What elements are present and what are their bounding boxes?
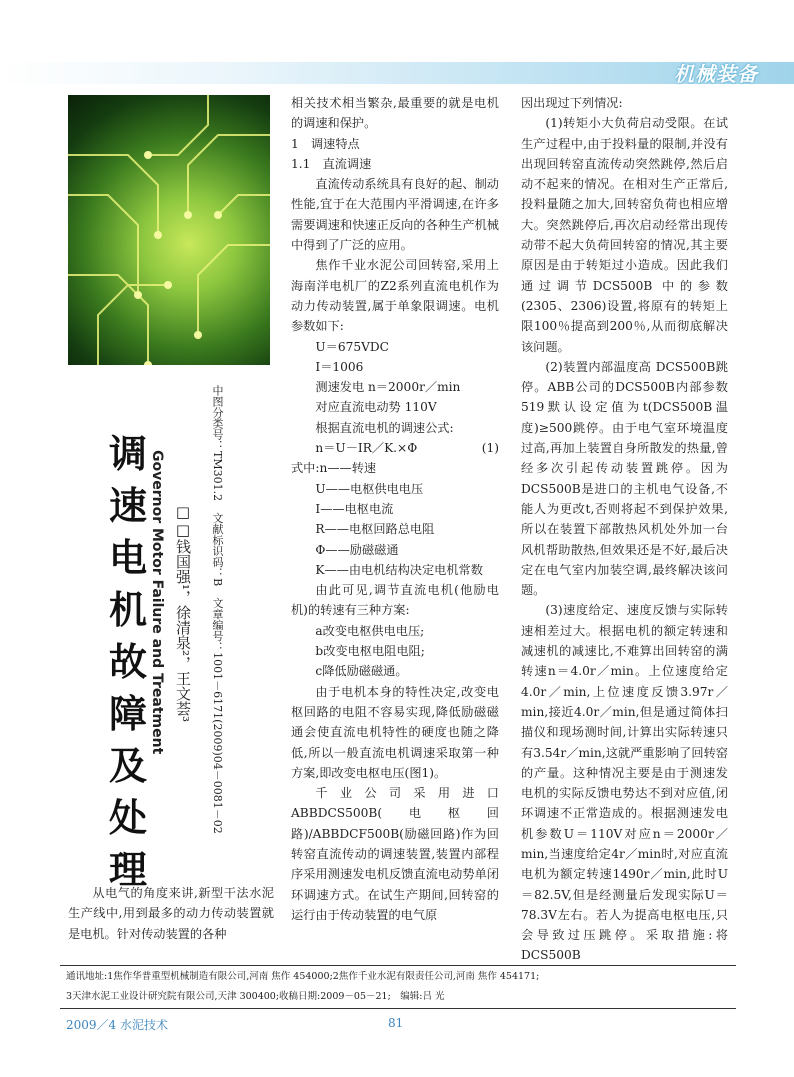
paragraph: 测速发电 n＝2000r／min: [315, 380, 461, 395]
page-number: 81: [388, 1016, 404, 1030]
equation-number: (1): [481, 441, 499, 456]
paragraph: 由于电机本身的特性决定,改变电枢回路的电阻不容易实现,降低励磁磁通会使直流电机特性的硬度也随之降低,所以一般直流电机调速采取第一种方案,即改变电枢电压(图1)。: [291, 684, 499, 780]
journal-issue: 2009／4 水泥技术: [66, 1018, 168, 1032]
circuit-board-image: [68, 95, 270, 365]
column-left-text: [68, 883, 274, 944]
paragraph: 从电气的角度来讲,新型干法水泥生产线中,用到最多的动力传动装置就是电机。针对传动装置的各种: [68, 886, 274, 941]
footnote-rule: [60, 965, 736, 966]
paragraph: 1 调速特点: [291, 136, 360, 151]
paragraph: 根据直流电机的调速公式:: [315, 420, 454, 435]
paragraph: K——由电机结构决定电机常数: [315, 562, 483, 577]
paragraph: 1.1 直流调速: [291, 156, 372, 171]
circuit-traces: [68, 95, 270, 365]
paragraph: 相关技术相当繁杂,最重要的就是电机的调速和保护。: [291, 96, 499, 131]
paragraph: c降低励磁磁通。: [315, 664, 408, 679]
paragraph: 直流传动系统具有良好的起、制动性能,宜于在大范围内平滑调速,在许多需要调速和快速正反向的各种生产机械中得到了广泛的应用。: [291, 177, 499, 253]
footer-rule: [60, 1008, 736, 1009]
paragraph: I——电枢电流: [315, 501, 394, 516]
paragraph: 由此可见,调节直流电机(他励电机)的转速有三种方案:: [291, 583, 499, 618]
paragraph: I＝1006: [315, 359, 364, 374]
footnote-received: 3天津水泥工业设计研究院有限公司,天津 300400;收稿日期:2009－05－21; 编辑:吕 光: [66, 991, 445, 1002]
paragraph: U＝675VDC: [315, 339, 390, 354]
paragraph: b改变电枢电阻电阻;: [315, 644, 425, 659]
paragraph: U——电枢供电电压: [315, 481, 424, 496]
paragraph: 因出现过下列情况:: [521, 96, 623, 110]
footnote-address: 通讯地址:1焦作华普重型机械制造有限公司,河南 焦作 454000;2焦作千业水泥有限责任公司,河南 焦作 454171;: [66, 971, 540, 982]
article-title: 调速电机故障及处理: [108, 432, 147, 892]
paragraph: (2)装置内部温度高 DCS500B跳停。ABB公司的DCS500B内部参数519默认设定值为t(DCS500B温度)≥500跳停。由于电气室环境温度过高,再加上装置自身所散发的热量,曾经多次引起传动装置跳停。因为DCS500B是进口的主机电气设备,不能人为更改t,否则将起不到保护效果,所以在装置下部散热风机处外加一台风机帮助散热,但效果还是不好,最后决定在电气室内加装空调,最终解决该问题。: [521, 359, 728, 598]
equation: [291, 438, 499, 458]
paragraph: 千业公司采用进口ABBDCS500B(电枢回路)/ABBDCF500B(励磁回路)作为回转窑直流传动的调速装置,装置内部程序采用测速发电机反馈直流电动势单闭环调速方式。在试生产期间,回转窑的运行由于传动装置的电气原: [291, 786, 499, 922]
classification-info: 中图分类号：TM301.2 文献标识码：B 文章编号：1001－6171(2009)04－0081－02: [211, 385, 224, 834]
authors: □□钱国强¹，徐清泉²，王文荟³: [174, 503, 192, 723]
equation-text: n＝U－IR／K.×Φ: [315, 441, 418, 456]
paragraph: 焦作千业水泥公司回转窑,采用上海南洋电机厂的Z2系列直流电机作为动力传动装置,属于单象限调速。电机参数如下:: [291, 258, 499, 334]
paragraph: R——电枢回路总电阻: [315, 522, 435, 537]
column-right: [521, 93, 728, 966]
column-middle: [291, 93, 499, 925]
paragraph: a改变电枢供电电压;: [315, 623, 425, 638]
paragraph: (1)转矩小大负荷启动受限。在试生产过程中,由于投料量的限制,并没有出现回转窑直流传动突然跳停,然后启动不起来的情况。在相对生产正常后,投料量随之加大,回转窑负荷也相应增大。突然跳停后,再次启动经常出现传动带不起大负荷回转窑的情况,其主要原因是由于转矩过小造成。因此我们通过调节DCS500B 中的参数(2305、2306)设置,将原有的转矩上限100％提高到200％,从而彻底解决该问题。: [521, 116, 728, 354]
paragraph: (3)速度给定、速度反馈与实际转速相差过大。根据电机的额定转速和减速机的减速比,不难算出回转窑的满转速n＝4.0r／min。上位速度给定4.0r／min,上位速度反馈3.97r／min,接近4.0r／min,但是通过简体扫描仪和现场测时间,计算出实际转速只有3.54r／min,这就严重影响了回转窑的产量。这种情况主要是由于测速发电机的实际反馈电势达不到对应值,闭环调速不正常造成的。根据测速发电机参数U＝110V对应n＝2000r／min,当速度给定4r／min时,对应直流电机为额定转速1490r／min,此时U＝82.5V,但是经测量后发现实际U＝78.3V左右。若人为提高电枢电压,只会导致过压跳停。采取措施:将DCS500B: [521, 603, 728, 963]
paragraph: 式中:n——转速: [291, 461, 377, 476]
section-label: 机械装备: [674, 62, 758, 86]
paragraph: 对应直流电动势 110V: [315, 400, 437, 415]
english-title: Governor Motor Failure and Treatment: [149, 450, 165, 755]
paragraph: Φ——励磁磁通: [315, 542, 399, 557]
